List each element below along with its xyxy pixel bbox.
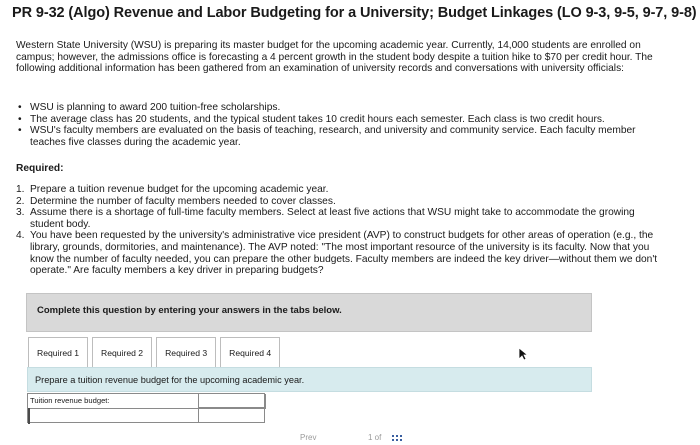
instructions-banner-text: Complete this question by entering your answers in the tabs below. xyxy=(37,305,342,316)
tuition-amount-input[interactable] xyxy=(198,408,266,423)
tab-required-4[interactable]: Required 4 xyxy=(220,337,280,367)
header-value-cell xyxy=(198,394,266,408)
required-tabs xyxy=(28,337,284,367)
table-header-label: Tuition revenue budget: xyxy=(30,396,110,405)
requirement-item xyxy=(16,230,666,276)
tab-required-1[interactable]: Required 1 xyxy=(28,337,88,367)
bullet-item: • WSU is planning to award 200 tuition-free scholarships. xyxy=(16,102,656,114)
requirement-number: 3. xyxy=(16,207,25,219)
requirement-number: 4. xyxy=(16,230,25,242)
page-indicator: 1 of xyxy=(368,433,382,442)
requirement-item xyxy=(16,207,666,230)
tab-required-2[interactable]: Required 2 xyxy=(92,337,152,367)
instructions-banner xyxy=(26,293,592,332)
requirement-number: 1. xyxy=(16,184,25,195)
prev-link[interactable]: Prev xyxy=(300,433,317,442)
mouse-pointer-icon xyxy=(518,347,528,366)
intro-paragraph: Western State University (WSU) is preparing its master budget for the upcoming academic year. Currently, 14,000 students are enrolled on campus; however, the admissions office is forecasting a 4 percent growth in the student body despite a tuition hike to $70 per credit hour. The following additional information has been gathered from an examination of university records and conversations with university officials: xyxy=(16,40,653,75)
requirement-text: Determine the number of faculty members needed to cover classes. xyxy=(30,195,336,207)
requirement-number: 2. xyxy=(16,195,25,207)
info-bullet-list xyxy=(16,102,656,148)
requirement-item xyxy=(16,196,666,208)
grid-icon[interactable] xyxy=(392,434,404,443)
problem-title: PR 9-32 (Algo) Revenue and Labor Budgeting for a University; Budget Linkages (LO 9-3, 9-5, 9-7, 9-8) xyxy=(12,5,697,21)
tuition-revenue-table xyxy=(27,393,265,423)
tab-instruction-bar xyxy=(27,367,592,392)
tuition-label-input[interactable] xyxy=(28,408,198,424)
tab-required-3[interactable]: Required 3 xyxy=(156,337,216,367)
requirement-text: Prepare a tuition revenue budget for the upcoming academic year. xyxy=(30,184,329,195)
required-heading: Required: xyxy=(16,163,64,174)
requirement-item xyxy=(16,184,666,196)
tab-instruction-text: Prepare a tuition revenue budget for the upcoming academic year. xyxy=(35,375,305,385)
bullet-item: • WSU's faculty members are evaluated on the basis of teaching, research, and university and community service. Each faculty member teaches five classes during the academic year. xyxy=(16,125,656,148)
requirements-list xyxy=(16,184,666,277)
requirement-text: Assume there is a shortage of full-time faculty members. Select at least five actions that WSU might take to accommodate the growing student body. xyxy=(30,207,635,230)
requirement-text: You have been requested by the university's administrative vice president (AVP) to construct budgets for other areas of operation (e.g., the library, grounds, dormitories, and maintenance). The AVP noted: "The most important resource of the university is its faculty. Now that you know the number of faculty needed, you can prepare the other budgets. Faculty members are indeed the key driver—without them we don't operate." Are faculty members a key driver in preparing budgets? xyxy=(30,230,658,277)
bullet-item: • The average class has 20 students, and the typical student takes 10 credit hours each semester. Each class is two credit hours. xyxy=(16,114,656,126)
